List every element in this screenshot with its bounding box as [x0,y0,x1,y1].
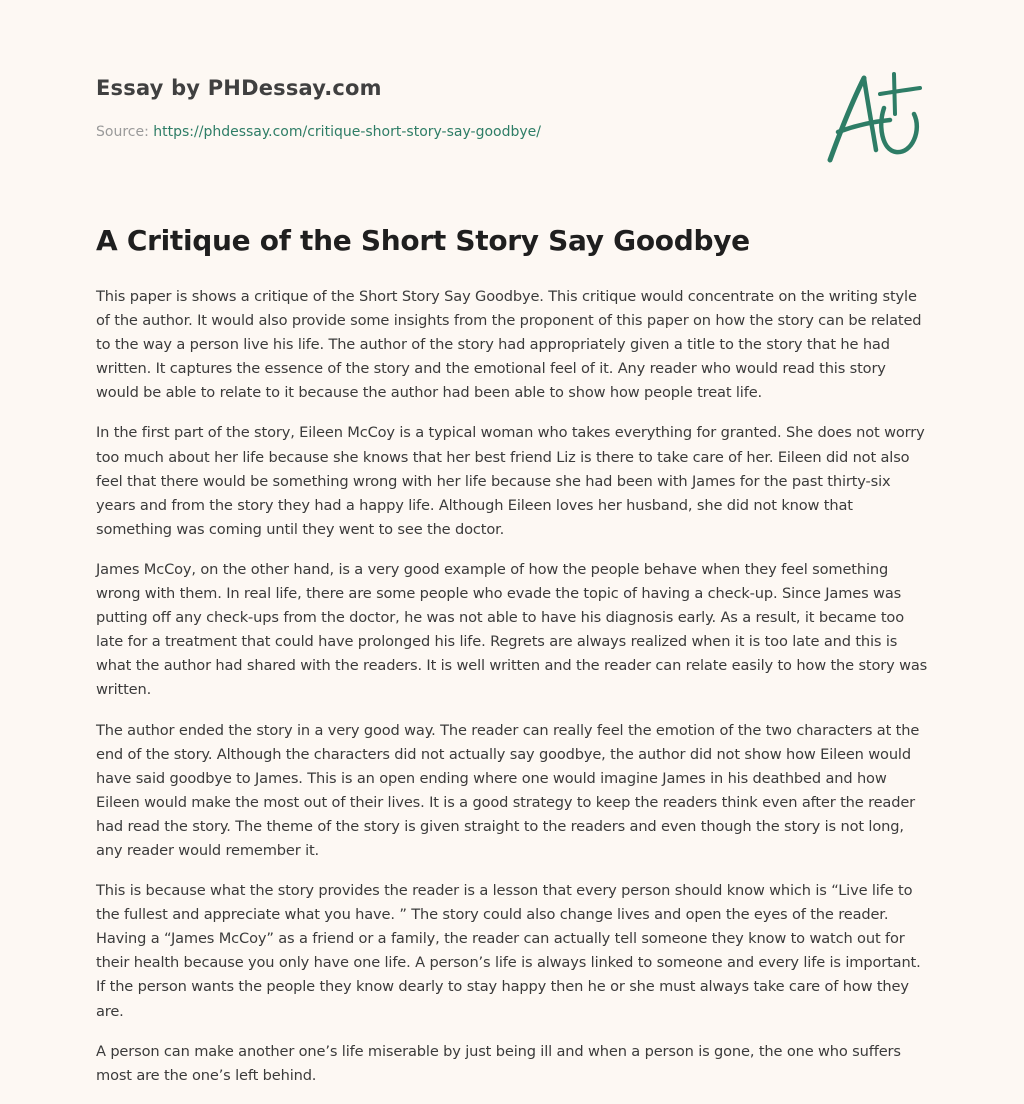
essay-title: A Critique of the Short Story Say Goodbye [96,224,750,257]
essay-paragraph: This is because what the story provides the reader is a lesson that every person should know which is “Live life to the fullest and appreciate what you have. ” The story could also change lives and open the eyes of the reader. Having a “James McCoy” as a friend or a family, the reader can actually tell someone they know to watch out for their health because you only have one life. A person’s life is always linked to someone and every life is important. If the person wants the people they know dearly to stay happy then he or she must always take care of how they are. [96,882,921,1020]
essay-paragraph: The author ended the story in a very good way. The reader can really feel the emotion of the two characters at the end of the story. Although the characters did not actually say goodbye, the author did not show how Eileen would have said goodbye to James. This is an open ending where one would imagine James in his deathbed and how Eileen would make the most out of their lives. It is a good strategy to keep the readers think even after the reader had read the story. The theme of the story is given straight to the readers and even though the story is not long, any reader would remember it. [96,721,920,859]
source-line [96,124,541,140]
a-plus-grade-icon [824,68,926,166]
essay-paragraph: In the first part of the story, Eileen McCoy is a typical woman who takes everything for granted. She does not worry too much about her life because she knows that her best friend Liz is there to take care of her. Eileen did not also feel that there would be something wrong with her life because she had been with James for the past thirty-six years and from the story they had a happy life. Although Eileen loves her husband, she did not know that something was coming until they went to see the doctor. [96,424,925,538]
site-title: Essay by PHDessay.com [96,76,382,100]
source-link[interactable]: https://phdessay.com/critique-short-story-say-goodbye/ [153,124,541,140]
essay-paragraph: A person can make another one’s life miserable by just being ill and when a person is gone, the one who suffers most are the one’s left behind. [96,1042,901,1084]
source-label: Source: [96,124,149,140]
essay-paragraph: This paper is shows a critique of the Short Story Say Goodbye. This critique would concentrate on the writing style of the author. It would also provide some insights from the proponent of this paper on how the story can be related to the way a person live his life. The author of the story had appropriately given a title to the story that he had written. It captures the essence of the story and the emotional feel of it. Any reader who would read this story would be able to relate to it because the author had been able to show how people treat life. [96,288,922,402]
essay-paragraph: James McCoy, on the other hand, is a very good example of how the people behave when they feel something wrong with them. In real life, there are some people who evade the topic of having a check-up. Since James was putting off any check-ups from the doctor, he was not able to have his diagnosis early. As a result, it became too late for a treatment that could have prolonged his life. Regrets are always realized when it is too late and this is what the author had shared with the readers. It is well written and the reader can relate easily to how the story was written. [96,560,928,699]
essay-body [96,285,932,1104]
